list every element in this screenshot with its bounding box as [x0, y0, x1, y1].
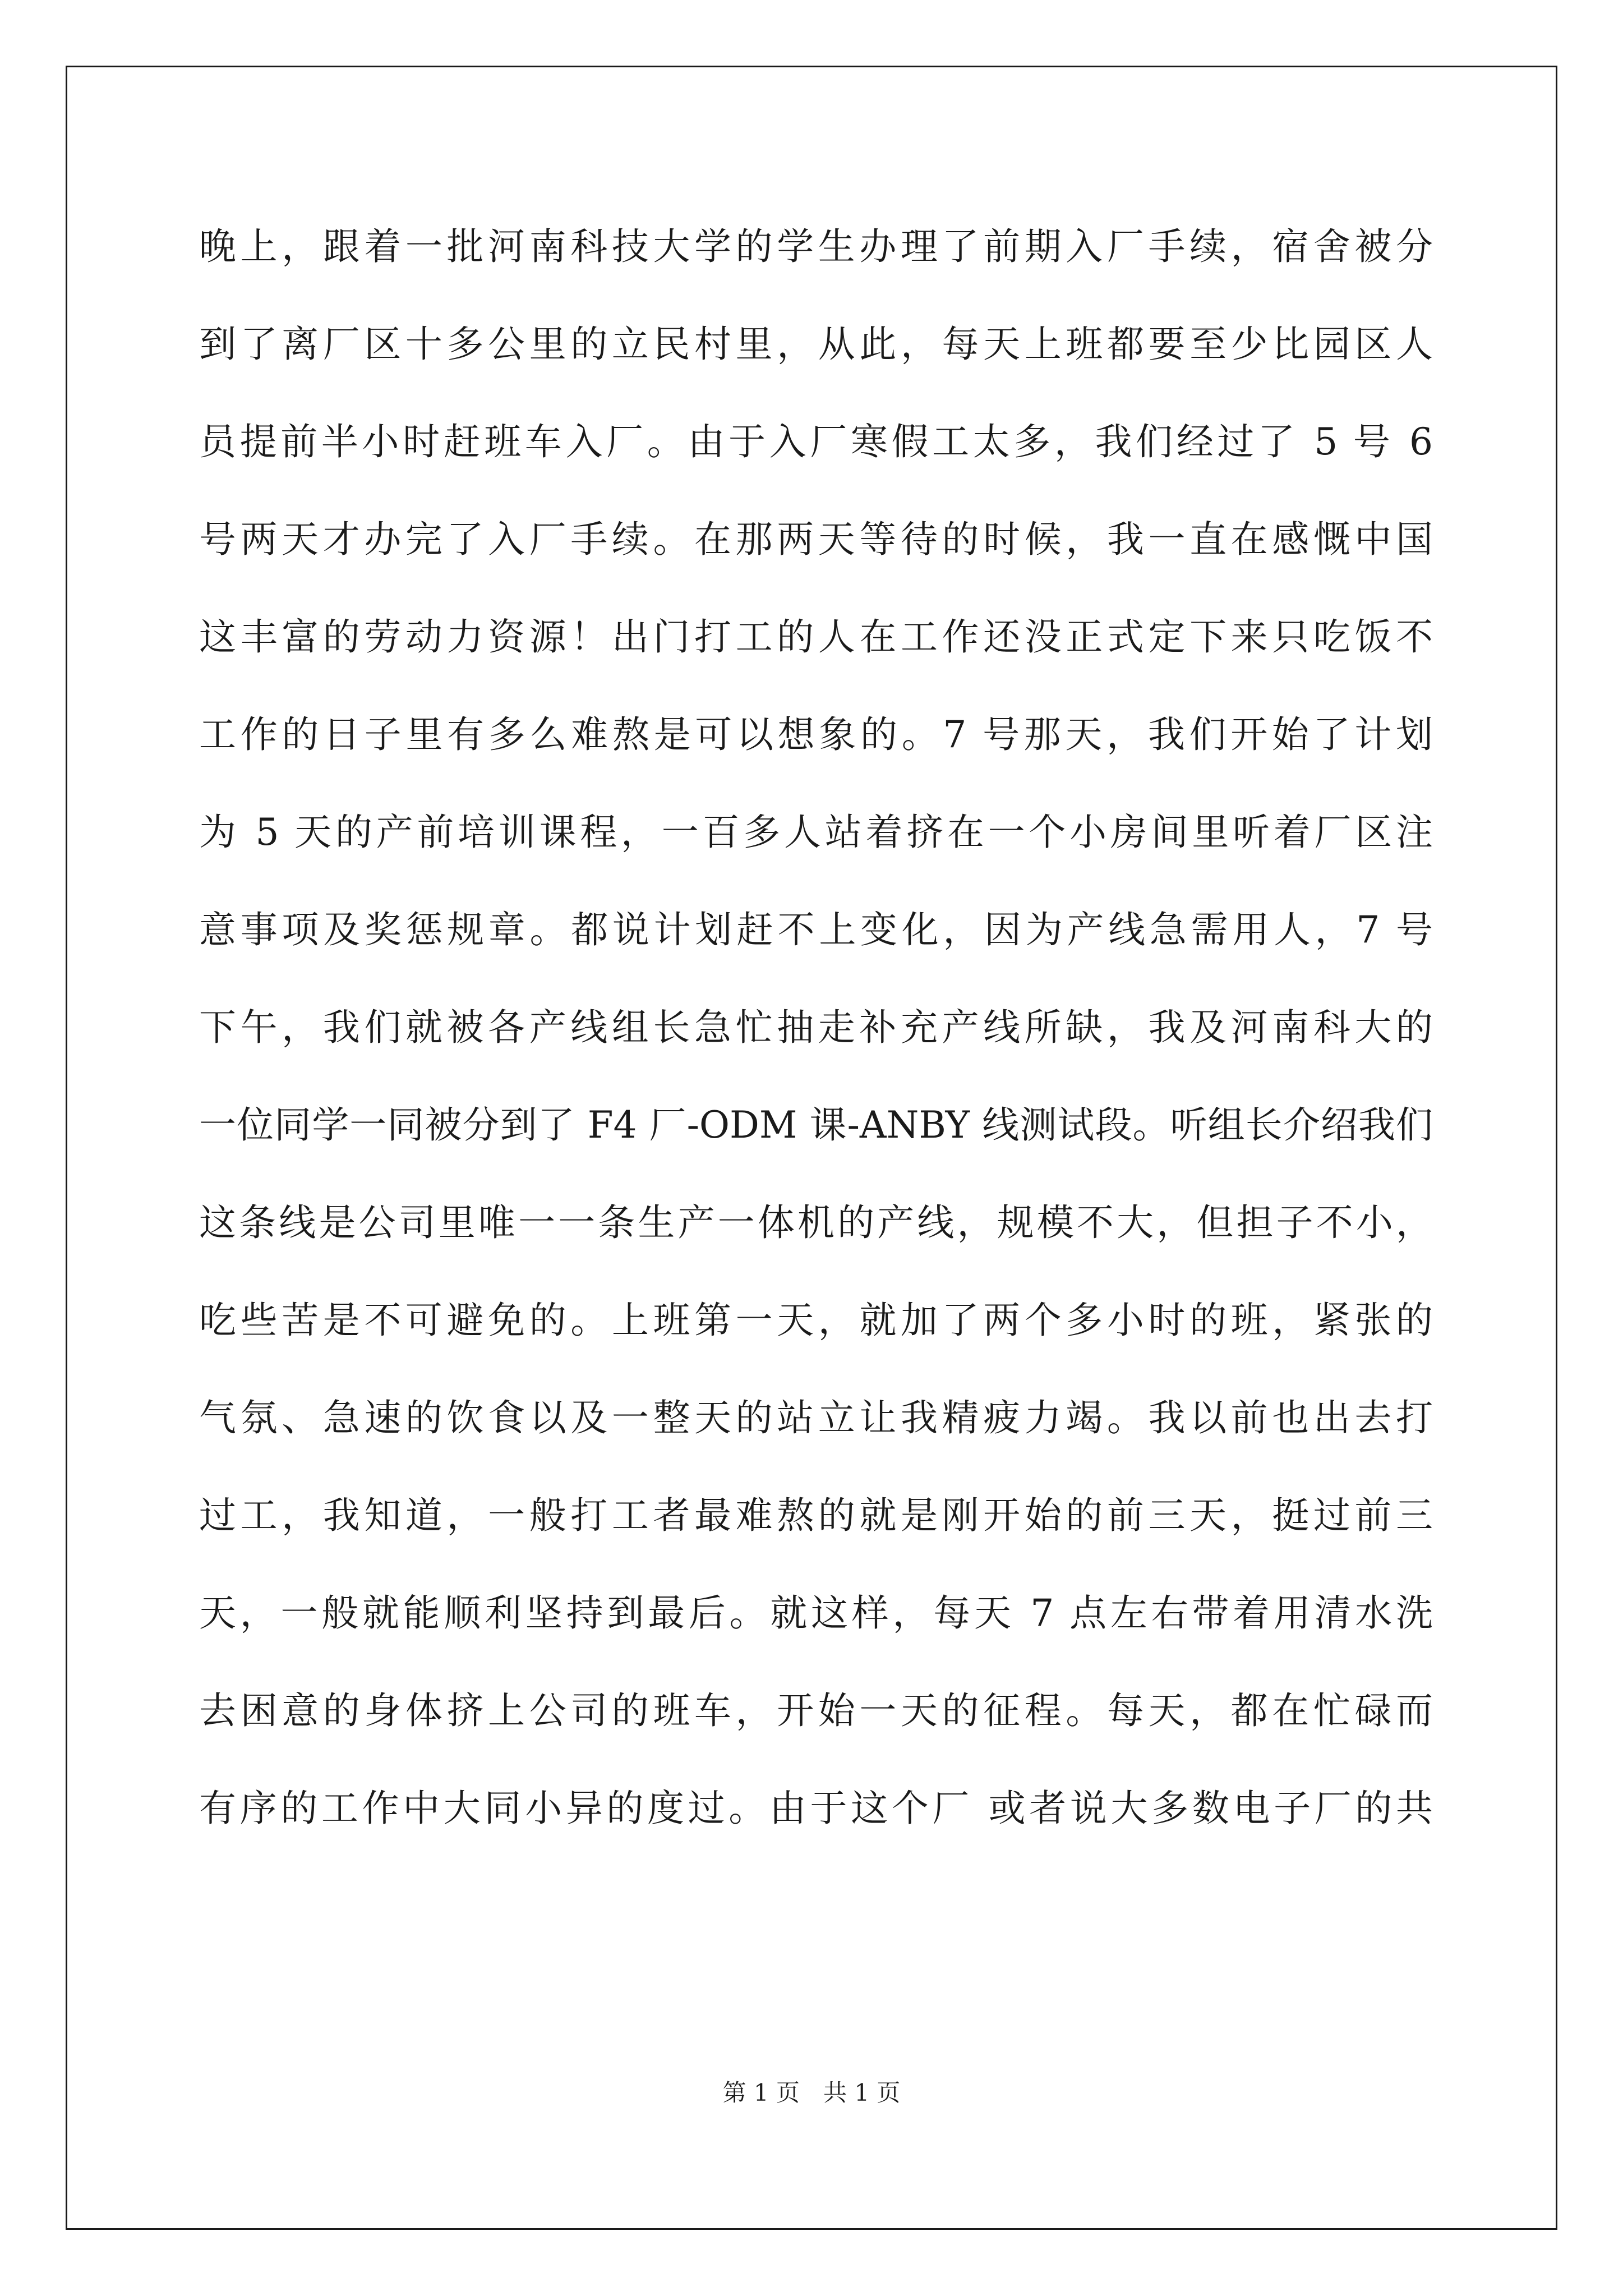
- text-line: 这丰富的劳动力资源！出门打工的人在工作还没正式定下来只吃饭不: [199, 615, 1433, 659]
- text-line: 吃些苦是不可避免的。上班第一天，就加了两个多小时的班，紧张的: [199, 1299, 1433, 1342]
- text-line: 晚上，跟着一批河南科技大学的学生办理了前期入厂手续，宿舍被分: [199, 225, 1433, 268]
- text-line: 气氛、急速的饮食以及一整天的站立让我精疲力竭。我以前也出去打: [199, 1396, 1433, 1439]
- text-line: 为 5 天的产前培训课程，一百多人站着挤在一个小房间里听着厂区注: [199, 811, 1433, 854]
- text-line: 员提前半小时赶班车入厂。由于入厂寒假工太多，我们经过了 5 号 6: [199, 420, 1433, 463]
- text-line: 有序的工作中大同小异的度过。由于这个厂 或者说大多数电子厂的共: [199, 1787, 1433, 1830]
- text-line: 一位同学一同被分到了 F4 厂-ODM 课-ANBY 线测试段。听组长介绍我们: [199, 1103, 1433, 1147]
- text-line: 下午，我们就被各产线组长急忙抽走补充产线所缺，我及河南科大的: [199, 1006, 1433, 1049]
- text-line: 到了离厂区十多公里的立民村里，从此，每天上班都要至少比园区人: [199, 323, 1433, 366]
- text-line: 去困意的身体挤上公司的班车，开始一天的征程。每天，都在忙碌而: [199, 1689, 1433, 1732]
- document-body: [199, 219, 1433, 1878]
- text-line: 号两天才办完了入厂手续。在那两天等待的时候，我一直在感慨中国: [199, 518, 1433, 561]
- text-line: 这条线是公司里唯一一条生产一体机的产线，规模不大，但担子不小，: [199, 1201, 1433, 1244]
- text-line: 意事项及奖惩规章。都说计划赶不上变化，因为产线急需用人，7 号: [199, 908, 1433, 951]
- text-line: 工作的日子里有多么难熬是可以想象的。7 号那天，我们开始了计划: [199, 713, 1433, 756]
- text-line: 过工，我知道，一般打工者最难熬的就是刚开始的前三天，挺过前三: [199, 1494, 1433, 1537]
- page-number: 第 1 页 共 1 页: [722, 2079, 901, 2106]
- text-line: 天，一般就能顺利坚持到最后。就这样，每天 7 点左右带着用清水洗: [199, 1591, 1433, 1635]
